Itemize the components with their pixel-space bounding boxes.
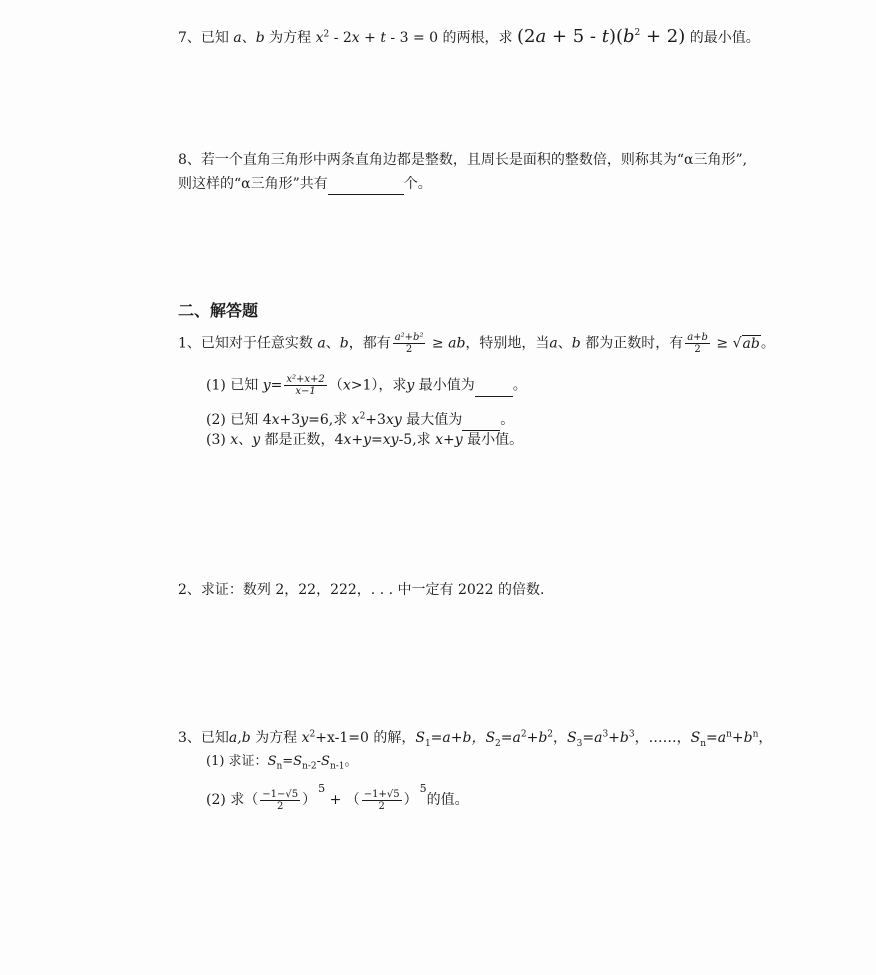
p3-x: x: [301, 730, 310, 746]
problem-1-sub1: [206, 374, 527, 397]
q7-var-a: a: [233, 30, 242, 46]
p3-sub2-end: 的值。: [426, 792, 469, 808]
p3-s1sub: 1: [424, 738, 431, 749]
p1-sub3-y2: y: [363, 432, 372, 448]
q7-var-b: b: [255, 30, 265, 46]
q7-suffix: 的最小值。: [689, 30, 760, 46]
p1-sub1-post: 最小值为: [414, 377, 475, 394]
q7-expr-bexp: 2: [634, 28, 641, 38]
p1-sub3-eq: =: [371, 432, 383, 448]
p1-sub1-x: x: [342, 377, 351, 394]
p3-s1eq: =a+b，: [430, 730, 486, 746]
p1-frac1: [393, 332, 426, 355]
p3-sub2-den1: 2: [277, 800, 284, 812]
p3-sub2-close1: ）: [302, 792, 317, 808]
q7-expr-p2: + 5 -: [546, 26, 602, 47]
p3-sub2-pre: (2) 求（: [206, 792, 259, 808]
p1-ab: ab: [448, 335, 466, 352]
p1-sub1-end: 。: [512, 377, 527, 394]
p3-s3sub: 3: [576, 738, 583, 749]
p1-sub1-cond-pre: （: [328, 377, 343, 394]
p3-snexp1: n: [726, 729, 732, 740]
p1-sub3-y3: y: [454, 432, 463, 448]
p3-s3exp2: 3: [628, 729, 635, 740]
q7-mid1: 为方程: [269, 30, 316, 46]
p3-sub2-num1: −1−√5: [262, 788, 299, 800]
p1-sub3-xy: xy: [382, 432, 399, 448]
p3-s2sub: 2: [495, 738, 501, 749]
problem-3-sub2: [206, 782, 469, 814]
q7-eq-rest3: - 3 = 0: [385, 30, 439, 46]
p1-a2: a: [549, 335, 558, 352]
q7-eq-x: x: [315, 30, 324, 46]
p3-sub1-sub2: n-2: [302, 761, 317, 772]
p1-pre: 1、已知对于任意实数: [178, 335, 313, 352]
p1-sub1-frac: [284, 374, 326, 397]
p3-snsub: n: [700, 738, 706, 749]
p1-sub2-answer-blank[interactable]: [462, 410, 500, 431]
p3-sub2-pow1: 5: [318, 782, 326, 795]
p1-sub3-x2: x: [343, 432, 352, 448]
q7-expression: [517, 26, 685, 47]
p3-s2eq1: =a: [500, 730, 521, 746]
p1-frac1-den: 2: [405, 344, 413, 355]
p1-sub3-pre: (3): [206, 432, 231, 448]
p3-rest: +x-1=0 的解，: [315, 730, 416, 746]
p1-sub2-x: x: [271, 412, 280, 428]
p1-sub1-cond-post: >1），求: [350, 377, 407, 394]
p3-s2exp1: 2: [520, 729, 527, 740]
q7-expr-p4: + 2): [640, 26, 686, 47]
q7-expr-p1: (2: [516, 26, 536, 47]
section-heading: 二、解答题: [178, 301, 259, 320]
problem-1-sub2: [206, 410, 514, 431]
q7-sep: 、: [241, 30, 256, 46]
p3-sub1-eq: =S: [282, 754, 303, 769]
p1-sep: 、: [325, 335, 340, 352]
p3-sneq2: +b: [731, 730, 753, 746]
p3-sub1-end: 。: [344, 754, 358, 769]
p3-sub1-pre: (1) 求证：: [206, 754, 268, 769]
p1-sub3-mid: 都是正数，4: [260, 432, 344, 448]
p1-sub1-pre: (1) 已知: [206, 377, 263, 394]
p1-sub2-xy: xy: [385, 412, 402, 428]
p3-s3: S: [567, 730, 577, 746]
q7-expr-b: b: [622, 26, 635, 47]
p1-sub3-x: x: [230, 432, 239, 448]
p3-sub1-minus: -S: [316, 754, 330, 769]
p1-sub2-post: 最大值为: [401, 412, 463, 428]
p1-b: b: [339, 335, 349, 352]
q8-line2-pre: 则这样的“α三角形”共有: [178, 176, 328, 192]
p1-sub1-y2: y: [406, 377, 415, 394]
p3-sub1-sub3: n-1: [329, 761, 345, 772]
q7-expr-t: t: [601, 26, 609, 47]
p3-ab: a,b: [228, 730, 251, 746]
problem-3-sub1: [206, 752, 358, 772]
p1-mid2: ，特别地，当: [465, 335, 550, 352]
p3-sub1-s: S: [267, 754, 277, 769]
p1-sub1-den: x−1: [295, 386, 316, 397]
p3-s1: S: [415, 730, 425, 746]
p1-sub3-plus: +: [351, 432, 364, 448]
q7-eq-rest1: - 2: [329, 30, 352, 46]
q7-equation: [316, 30, 438, 46]
p1-mid3: 都为正数时，有: [580, 335, 684, 352]
p3-pre: 3、已知: [178, 730, 229, 746]
p1-sub3-x3: x: [435, 432, 444, 448]
p1-sub2-mid3: +3: [365, 412, 386, 428]
p1-b2: b: [571, 335, 581, 352]
p3-xexp: 2: [309, 729, 316, 740]
p1-ge2: ≥ √: [711, 335, 742, 352]
p3-s2exp2: 2: [547, 729, 554, 740]
problem-2: 2、求证：数列 2，22，222，. . . 中一定有 2022 的倍数.: [178, 582, 545, 598]
q7-eq-rest2: +: [359, 30, 381, 46]
p3-sub2-close2: ）: [403, 792, 418, 808]
q7-expr-a: a: [535, 26, 547, 47]
p1-sub3-sep: 、: [238, 432, 253, 448]
p1-sub2-y: y: [300, 412, 309, 428]
question-7: [178, 27, 760, 48]
p1-sub1-eq: =: [270, 377, 283, 394]
p1-sub2-exp: 2: [359, 411, 366, 422]
p1-sub1-answer-blank[interactable]: [475, 376, 513, 397]
p1-frac2-den: 2: [694, 344, 701, 355]
p3-sneq1: =a: [706, 730, 727, 746]
q7-expr-p3: )(: [608, 26, 623, 47]
p1-sub2-pre: (2) 已知 4: [206, 412, 272, 428]
p3-s2end: ，: [553, 730, 568, 746]
problem-1: [178, 332, 775, 355]
q7-mid2: 的两根，求: [442, 30, 513, 46]
p1-sub3-end: 最小值。: [462, 432, 524, 448]
p1-sub1-num: x²+x+2: [286, 374, 325, 385]
p3-s3end: ，……，: [634, 730, 691, 746]
p1-frac2: [685, 332, 710, 355]
q7-eq-t: t: [380, 30, 386, 46]
problem-3: [178, 728, 772, 748]
p3-mid: 为方程: [250, 730, 302, 746]
p3-sub2-frac2: [362, 789, 402, 812]
p1-frac1-num: a²+b²: [394, 332, 424, 343]
q8-line2-post: 个。: [403, 176, 432, 192]
q8-answer-blank[interactable]: [328, 174, 404, 195]
p1-a: a: [317, 335, 326, 352]
p1-sub3-y: y: [252, 432, 261, 448]
p3-snexp2: n: [752, 729, 759, 740]
p1-sub3-minus: -5,求: [398, 432, 436, 448]
p3-s3exp1: 3: [602, 729, 609, 740]
p1-ge1: ≥: [427, 335, 449, 352]
p1-sub2-x2: x: [351, 412, 360, 428]
p1-sqrt-ab: ab: [742, 335, 760, 352]
p1-sub2-end: 。: [500, 412, 515, 428]
p3-sub2-num2: −1+√5: [363, 788, 400, 800]
p1-mid1: ，都有: [348, 335, 391, 352]
p3-sub2-pow2: 5: [419, 782, 427, 795]
p3-sn: S: [690, 730, 701, 746]
p3-sub2-den2: 2: [378, 800, 385, 812]
question-8-line1: 8、若一个直角三角形中两条直角边都是整数，且周长是面积的整数倍，则称其为“α三角形”,: [178, 152, 748, 168]
p3-s2: S: [485, 730, 496, 746]
p3-sub2-frac1: [260, 789, 300, 812]
q7-eq-exp: 2: [323, 29, 330, 40]
p1-sub1-y: y: [262, 377, 271, 394]
p1-sub2-mid: +3: [279, 412, 301, 428]
p3-sub1-ssub: n: [276, 761, 283, 772]
p3-sub2-plus: + （: [325, 792, 360, 808]
q7-prefix: 7、已知: [178, 30, 229, 46]
p1-sep2: 、: [557, 335, 572, 352]
p3-s3eq1: =a: [582, 730, 603, 746]
p1-sub2-mid2: =6,求: [308, 412, 352, 428]
p3-s2eq2: +b: [526, 730, 548, 746]
p1-frac2-num: a+b: [687, 332, 708, 343]
question-8-line2: [178, 174, 432, 195]
p1-end: 。: [760, 335, 775, 352]
p3-s3eq2: +b: [608, 730, 629, 746]
p1-sub3-plus2: +: [443, 432, 455, 448]
problem-1-sub3: [206, 430, 523, 450]
q7-eq-x2: x: [351, 30, 360, 46]
p3-snend: ，: [758, 730, 773, 746]
